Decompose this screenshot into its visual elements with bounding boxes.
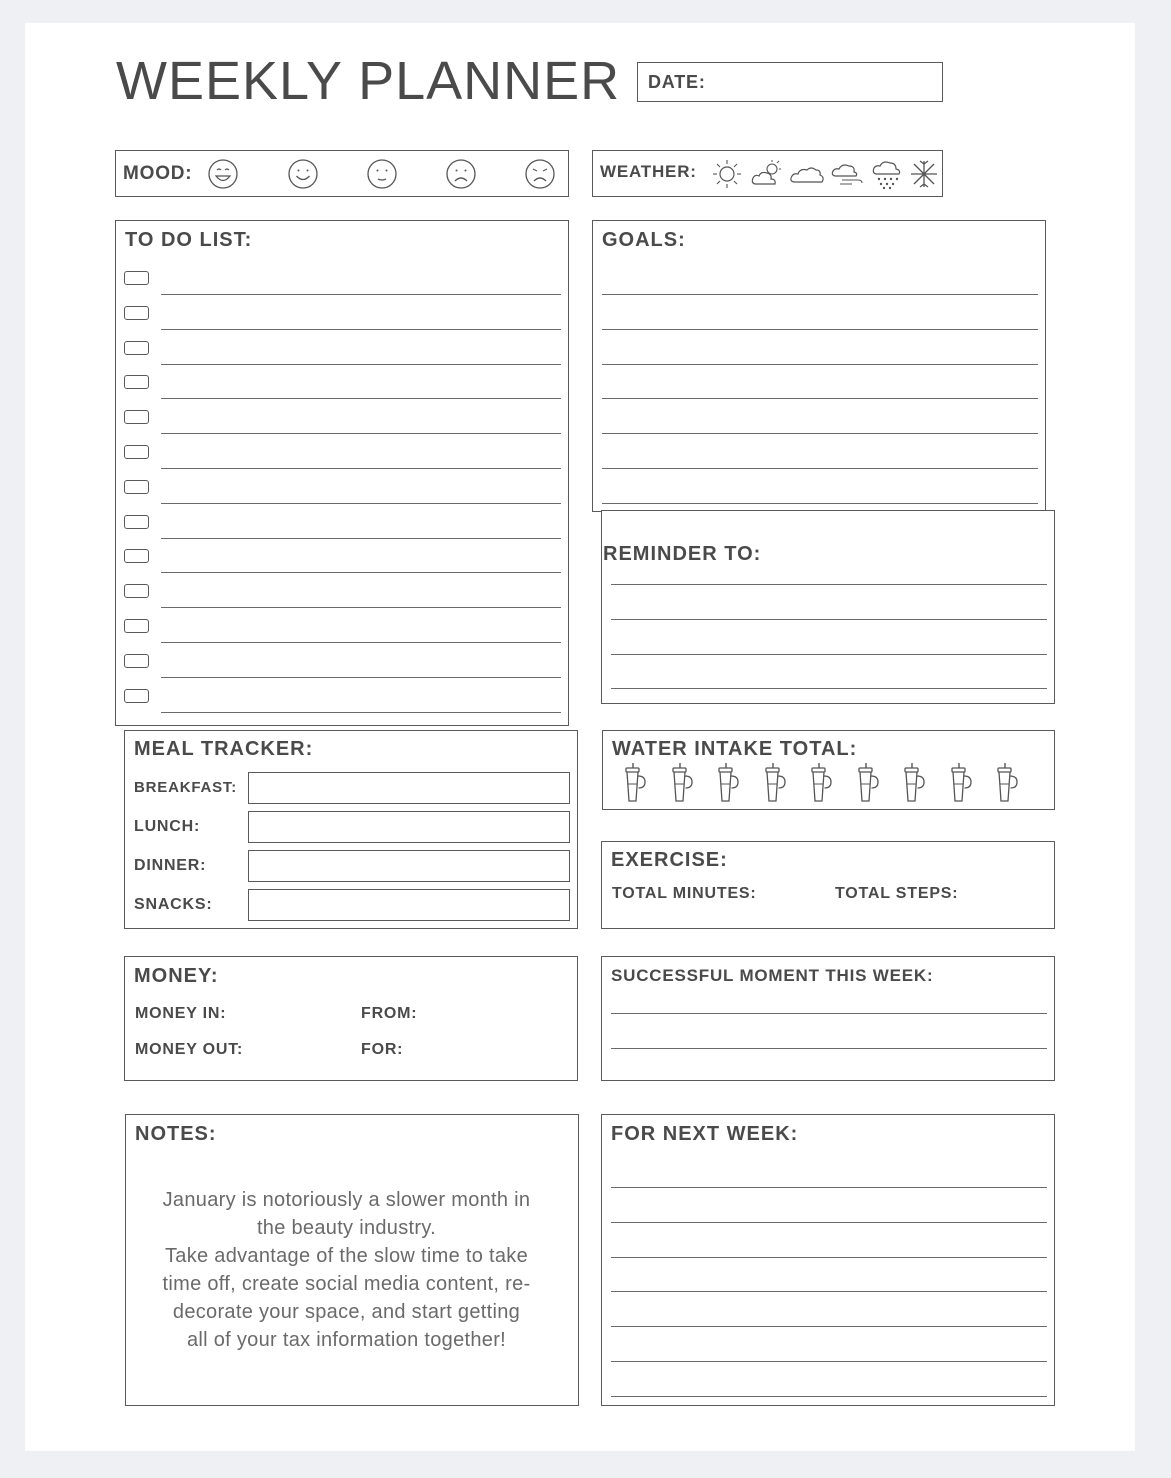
goals-line[interactable] bbox=[602, 364, 1038, 365]
todo-line[interactable] bbox=[161, 503, 561, 504]
lunch-field[interactable] bbox=[248, 811, 570, 843]
todo-line[interactable] bbox=[161, 642, 561, 643]
todo-checkbox[interactable] bbox=[124, 410, 149, 424]
very-happy-face-icon[interactable] bbox=[207, 158, 239, 190]
weather-section bbox=[592, 150, 943, 197]
next-week-line[interactable] bbox=[611, 1326, 1047, 1327]
todo-line[interactable] bbox=[161, 468, 561, 469]
next-week-line[interactable] bbox=[611, 1222, 1047, 1223]
date-field[interactable] bbox=[637, 62, 943, 102]
successful-moment-section bbox=[601, 956, 1055, 1081]
next-week-line[interactable] bbox=[611, 1257, 1047, 1258]
snacks-field[interactable] bbox=[248, 889, 570, 921]
breakfast-field[interactable] bbox=[248, 772, 570, 804]
goals-line[interactable] bbox=[602, 433, 1038, 434]
todo-checkbox[interactable] bbox=[124, 271, 149, 285]
snacks-label: SNACKS: bbox=[134, 896, 213, 913]
next-week-section bbox=[601, 1114, 1055, 1406]
money-out-label: MONEY OUT: bbox=[135, 1041, 244, 1058]
todo-line[interactable] bbox=[161, 538, 561, 539]
todo-line[interactable] bbox=[161, 433, 561, 434]
reminder-label: REMINDER TO: bbox=[603, 543, 762, 565]
tumbler-cup-icon[interactable] bbox=[902, 762, 926, 804]
successful-moment-line[interactable] bbox=[611, 1048, 1047, 1049]
weather-label: WEATHER: bbox=[600, 162, 697, 181]
next-week-line[interactable] bbox=[611, 1291, 1047, 1292]
tumbler-cup-icon[interactable] bbox=[670, 762, 694, 804]
reminder-line[interactable] bbox=[611, 688, 1047, 689]
tumbler-cup-icon[interactable] bbox=[995, 762, 1019, 804]
todo-checkbox[interactable] bbox=[124, 619, 149, 633]
water-intake-label: WATER INTAKE TOTAL: bbox=[612, 738, 858, 760]
snowflake-icon[interactable] bbox=[909, 159, 939, 189]
reminder-line[interactable] bbox=[611, 654, 1047, 655]
very-sad-face-icon[interactable] bbox=[524, 158, 556, 190]
todo-line[interactable] bbox=[161, 329, 561, 330]
from-label: FROM: bbox=[361, 1005, 418, 1022]
next-week-line[interactable] bbox=[611, 1187, 1047, 1188]
todo-checkbox[interactable] bbox=[124, 689, 149, 703]
reminder-section bbox=[601, 510, 1055, 704]
partly-cloudy-icon[interactable] bbox=[750, 158, 784, 190]
meal-tracker-section bbox=[124, 730, 578, 929]
goals-line[interactable] bbox=[602, 468, 1038, 469]
notes-label: NOTES: bbox=[135, 1123, 217, 1145]
next-week-line[interactable] bbox=[611, 1361, 1047, 1362]
todo-line[interactable] bbox=[161, 294, 561, 295]
goals-section bbox=[592, 220, 1046, 512]
goals-line[interactable] bbox=[602, 503, 1038, 504]
windy-icon[interactable] bbox=[830, 159, 866, 189]
dinner-field[interactable] bbox=[248, 850, 570, 882]
todo-checkbox[interactable] bbox=[124, 480, 149, 494]
todo-checkbox[interactable] bbox=[124, 445, 149, 459]
todo-checkbox[interactable] bbox=[124, 549, 149, 563]
neutral-face-icon[interactable] bbox=[366, 158, 398, 190]
todo-checkbox[interactable] bbox=[124, 306, 149, 320]
goals-line[interactable] bbox=[602, 294, 1038, 295]
successful-moment-line[interactable] bbox=[611, 1013, 1047, 1014]
todo-checkbox[interactable] bbox=[124, 341, 149, 355]
notes-text: January is notoriously a slower month in the beauty industry. Take advantage of the slow time to take time off, create social media content, re- decorate your space, and start getting all of your tax information together! bbox=[162, 1189, 531, 1351]
lunch-label: LUNCH: bbox=[134, 818, 201, 835]
todo-checkbox[interactable] bbox=[124, 584, 149, 598]
water-intake-section bbox=[602, 730, 1055, 810]
reminder-line[interactable] bbox=[611, 584, 1047, 585]
mood-section bbox=[115, 150, 569, 197]
goals-label: GOALS: bbox=[602, 229, 686, 251]
next-week-label: FOR NEXT WEEK: bbox=[611, 1123, 799, 1145]
goals-line[interactable] bbox=[602, 398, 1038, 399]
todo-checkbox[interactable] bbox=[124, 375, 149, 389]
successful-moment-label: SUCCESSFUL MOMENT THIS WEEK: bbox=[611, 966, 934, 985]
total-steps-label: TOTAL STEPS: bbox=[835, 885, 959, 902]
date-label: DATE: bbox=[648, 72, 706, 92]
todo-line[interactable] bbox=[161, 398, 561, 399]
money-in-label: MONEY IN: bbox=[135, 1005, 227, 1022]
reminder-line[interactable] bbox=[611, 619, 1047, 620]
todo-checkbox[interactable] bbox=[124, 515, 149, 529]
for-label: FOR: bbox=[361, 1041, 404, 1058]
cloudy-icon[interactable] bbox=[789, 160, 825, 188]
todo-line[interactable] bbox=[161, 712, 561, 713]
goals-line[interactable] bbox=[602, 329, 1038, 330]
todo-line[interactable] bbox=[161, 677, 561, 678]
money-label: MONEY: bbox=[134, 965, 219, 987]
tumbler-cup-icon[interactable] bbox=[623, 762, 647, 804]
sad-face-icon[interactable] bbox=[445, 158, 477, 190]
tumbler-cup-icon[interactable] bbox=[716, 762, 740, 804]
total-minutes-label: TOTAL MINUTES: bbox=[612, 885, 757, 902]
money-section bbox=[124, 956, 578, 1081]
dinner-label: DINNER: bbox=[134, 857, 207, 874]
todo-checkbox[interactable] bbox=[124, 654, 149, 668]
exercise-section bbox=[601, 841, 1055, 929]
tumbler-cup-icon[interactable] bbox=[809, 762, 833, 804]
page-title: WEEKLY PLANNER bbox=[116, 51, 621, 111]
next-week-line[interactable] bbox=[611, 1396, 1047, 1397]
happy-face-icon[interactable] bbox=[287, 158, 319, 190]
todo-line[interactable] bbox=[161, 572, 561, 573]
todo-section bbox=[115, 220, 569, 726]
rain-icon[interactable] bbox=[871, 157, 905, 191]
sun-icon[interactable] bbox=[711, 158, 743, 190]
tumbler-cup-icon[interactable] bbox=[856, 762, 880, 804]
tumbler-cup-icon[interactable] bbox=[763, 762, 787, 804]
todo-line[interactable] bbox=[161, 364, 561, 365]
todo-label: TO DO LIST: bbox=[125, 229, 253, 251]
exercise-label: EXERCISE: bbox=[611, 849, 728, 871]
todo-line[interactable] bbox=[161, 607, 561, 608]
meal-tracker-label: MEAL TRACKER: bbox=[134, 738, 314, 760]
tumbler-cup-icon[interactable] bbox=[949, 762, 973, 804]
breakfast-label: BREAKFAST: bbox=[134, 779, 238, 796]
notes-section bbox=[125, 1114, 579, 1406]
mood-label: MOOD: bbox=[123, 163, 193, 184]
